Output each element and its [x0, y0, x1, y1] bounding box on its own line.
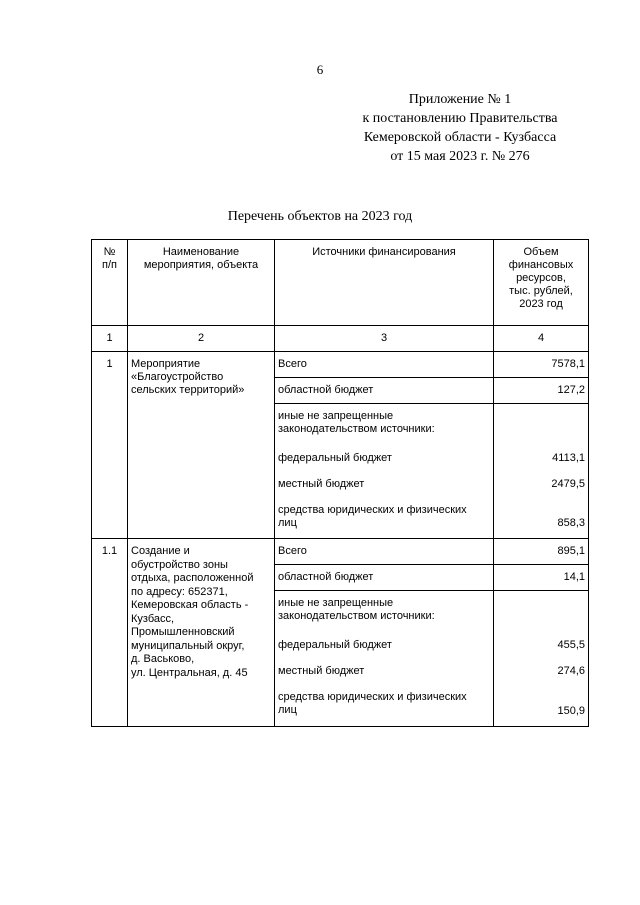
source-federal-value: 455,5 [557, 639, 585, 651]
source-regional-value: 14,1 [563, 571, 585, 583]
table-border-right [588, 239, 589, 727]
header-volume [494, 246, 588, 311]
object-name-line: Мероприятие [131, 358, 201, 370]
table-divider [274, 403, 589, 404]
source-total-value: 7578,1 [551, 358, 585, 370]
object-name-line: сельских территорий» [131, 384, 245, 396]
header-volume-line: финансовых [508, 259, 574, 271]
header-sources: Источники финансирования [312, 246, 456, 258]
object-name-line: Кемеровская область - [131, 599, 249, 611]
source-other-label [278, 597, 435, 623]
appendix-line-4: от 15 мая 2023 г. № 276 [390, 149, 530, 164]
object-name-line: Кузбасс, [131, 612, 175, 625]
object-name-line: «Благоустройство [131, 371, 224, 383]
source-local-value: 274,6 [557, 665, 585, 677]
row-number: 1 [106, 358, 113, 370]
document-title: Перечень объектов на 2023 год [227, 209, 413, 224]
table-border-bottom [91, 726, 589, 727]
source-legal-value: 150,9 [557, 705, 585, 717]
table-border-left [91, 239, 92, 727]
object-name-line: ул. Центральная, д. 45 [131, 666, 248, 679]
header-volume-line: 2023 год [519, 298, 563, 310]
source-other-label [278, 410, 435, 436]
header-num-line: № [103, 246, 116, 258]
object-name [131, 545, 273, 680]
row-number: 1.1 [101, 545, 118, 557]
table-divider [91, 351, 589, 352]
source-federal-label: федеральный бюджет [278, 639, 392, 651]
table-divider [274, 564, 589, 565]
table-divider [91, 325, 589, 326]
source-legal-label [278, 504, 467, 530]
appendix-line-3: Кемеровской области - Кузбасса [363, 130, 557, 145]
header-name [128, 246, 274, 272]
objects-table [91, 239, 589, 727]
appendix-line-1: Приложение № 1 [408, 92, 512, 107]
table-divider [91, 538, 589, 539]
header-num-line: п/п [102, 259, 117, 271]
object-name-line: Создание и [131, 545, 190, 557]
source-federal-label: федеральный бюджет [278, 452, 392, 464]
source-federal-value: 4113,1 [552, 452, 585, 464]
column-number: 1 [106, 332, 113, 344]
appendix-header [330, 90, 590, 166]
object-name-line: д. Васьково, [131, 653, 195, 665]
source-total-label: Всего [278, 545, 307, 557]
source-regional-label: областной бюджет [278, 571, 374, 583]
page-number: 6 [316, 62, 324, 77]
table-divider [274, 377, 589, 378]
source-local-label: местный бюджет [278, 665, 365, 677]
source-legal-label [278, 691, 467, 717]
source-legal-value: 858,3 [557, 517, 585, 529]
header-name-line: мероприятия, объекта [143, 259, 259, 271]
source-legal-line: средства юридических и физических [278, 691, 467, 703]
object-name [131, 358, 273, 397]
object-name-line: по адресу: 652371, [131, 585, 228, 598]
source-local-value: 2479,5 [551, 478, 585, 490]
table-divider [274, 590, 589, 591]
source-total-value: 895,1 [557, 545, 585, 557]
table-column-divider [127, 239, 128, 727]
object-name-line: Промышленновский [131, 626, 235, 638]
source-other-line: иные не запрещенные [278, 410, 394, 422]
header-volume-line: Объем [523, 246, 559, 258]
source-legal-line: лиц [278, 704, 297, 716]
source-legal-line: средства юридических и физических [278, 504, 467, 516]
header-name-line: Наименование [162, 246, 240, 258]
source-other-line: иные не запрещенные [278, 597, 394, 609]
source-total-label: Всего [278, 358, 307, 370]
source-legal-line: лиц [278, 517, 297, 529]
header-volume-line: тыс. рублей, [509, 285, 573, 297]
column-number: 3 [380, 332, 388, 344]
appendix-line-2: к постановлению Правительства [362, 111, 558, 126]
header-num [92, 246, 127, 272]
object-name-line: обустройство зоны [131, 558, 228, 571]
source-other-line: законодательством источники: [278, 423, 435, 435]
table-border-top [91, 239, 589, 240]
object-name-line: отдыха, расположенной [131, 572, 254, 584]
source-regional-label: областной бюджет [278, 384, 374, 396]
source-regional-value: 127,2 [557, 384, 585, 396]
source-local-label: местный бюджет [278, 478, 365, 490]
object-name-line: муниципальный округ, [131, 639, 245, 652]
column-number: 4 [537, 332, 545, 344]
source-other-line: законодательством источники: [278, 610, 435, 622]
header-volume-line: ресурсов, [516, 272, 566, 284]
table-column-divider [274, 239, 275, 727]
column-number: 2 [197, 332, 205, 344]
